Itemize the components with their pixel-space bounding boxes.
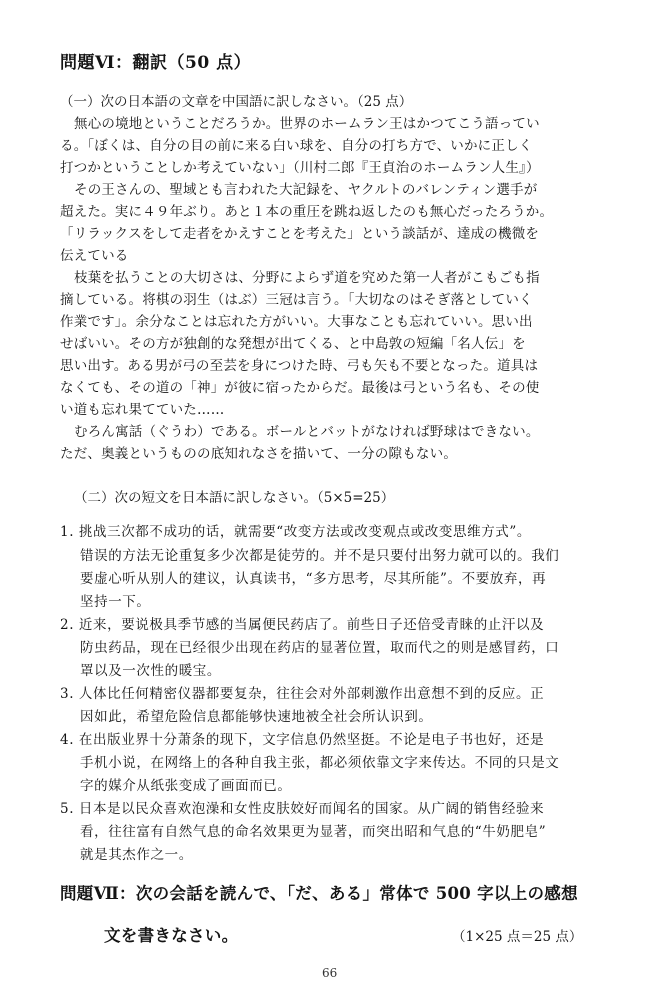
passage-line: 枝葉を払うことの大切さは、分野によらず道を究めた第一人者がこもごも指 <box>74 270 540 286</box>
list-item-line <box>60 682 544 702</box>
passage-line: 思い出す。ある男が弓の至芸を身につけた時、弓も矢も不要となった。道具は <box>60 358 539 374</box>
item-number: 1. <box>60 524 75 540</box>
list-item-line <box>60 613 544 633</box>
item-text: 要虚心听从别人的建议，认真读书，“多方思考，尽其所能”。不要放弃，再 <box>80 571 547 587</box>
item-text: 人体比任何精密仪器都要复杂，往往会对外部刺激作出意想不到的反应。正 <box>78 686 545 702</box>
item-text: 就是其杰作之一。 <box>80 847 193 863</box>
item-number: 3. <box>60 686 75 702</box>
item-text: 看，往往富有自然气息的命名效果更为显著，而突出昭和气息的“牛奶肥皂” <box>80 824 547 840</box>
passage-line: 「リラックスをして走者をかえすことを考えた」という談話が、達成の機微を <box>60 226 540 242</box>
section-7-title-continued: 文を書きなさい。 <box>104 926 239 945</box>
list-item-line <box>60 520 531 540</box>
item-text: 字的媒介从纸张变成了画面而已。 <box>80 778 292 794</box>
section-7-points: （1×25 点＝25 点） <box>452 929 583 945</box>
section-7-title: 問題Ⅶ：次の会話を読んで、「だ、ある」常体で 500 字以上の感想 <box>60 884 578 903</box>
passage-line: 超えた。実に４９年ぶり。あと１本の重圧を跳ね返したのも無心だったろうか。 <box>60 204 554 220</box>
passage-line: むろん寓話（ぐうわ）である。ボールとバットがなければ野球はできない。 <box>74 424 540 440</box>
passage-line: 無心の境地ということだろうか。世界のホームラン王はかつてこう語ってい <box>74 116 540 132</box>
passage-line: 打つかということしか考えていない」（川村二郎『王貞治のホームラン人生』） <box>60 160 540 176</box>
item-number: 4. <box>60 732 75 748</box>
item-text: 因如此，希望危险信息都能够快速地被全社会所认识到。 <box>80 709 433 725</box>
item-text: 防虫药品，现在已经很少出现在药店的显著位置，取而代之的则是感冒药，口 <box>80 640 560 656</box>
passage-line: ただ、奥義というものの底知れなさを描いて、一分の隙もない。 <box>60 446 458 462</box>
item-text: 在出版业界十分萧条的现下，文字信息仍然坚挺。不论是电子书也好，还是 <box>78 732 545 748</box>
item-text: 近来，要说极具季节感的当属便民药店了。前些日子还倍受青睐的止汗以及 <box>78 617 545 633</box>
passage-line: その王さんの、聖域とも言われた大記録を、ヤクルトのバレンティン選手が <box>74 182 538 198</box>
passage-line: い道も忘れ果てていた…… <box>60 402 225 418</box>
passage-line: 作業です」。余分なことは忘れた方がいい。大事なことも忘れていい。思い出 <box>60 314 533 330</box>
item-number: 5. <box>60 801 75 817</box>
item-number: 2. <box>60 617 75 633</box>
page-number: 66 <box>322 966 338 980</box>
item-text: 挑战三次都不成功的话，就需要“改变方法或改变观点或改变思维方式”。 <box>78 524 532 540</box>
item-text: 坚持一下。 <box>80 594 151 610</box>
item-text: 手机小说，在网络上的各种自我主张，都必须依靠文字来传达。不同的只是文 <box>80 755 560 771</box>
passage-line: なくても、その道の「神」が彼に宿ったからだ。最後は弓という名も、その使 <box>60 380 540 396</box>
passage-line: 伝えている <box>60 248 129 264</box>
list-item-line <box>60 797 544 817</box>
part-1-heading: （一）次の日本語の文章を中国語に訳しなさい。（25 点） <box>60 94 413 110</box>
item-text: 日本是以民众喜欢泡澡和女性皮肤姣好而闻名的国家。从广阔的销售经验来 <box>78 801 545 817</box>
list-item-line <box>60 728 544 748</box>
item-text: 罩以及一次性的暖宝。 <box>80 663 221 679</box>
passage-line: 摘している。将棋の羽生（はぶ）三冠は言う。「大切なのはそぎ落としていく <box>60 292 533 308</box>
passage-line: せばいい。その方が独創的な発想が出てくる、と中島敦の短編「名人伝」を <box>60 336 526 352</box>
passage-line: る。「ぼくは、自分の目の前に来る白い球を、自分の打ち方で、いかに正しく <box>60 138 533 154</box>
section-6-title: 問題Ⅵ：翻訳（50 点） <box>60 53 252 73</box>
part-2-heading: （二）次の短文を日本語に訳しなさい。（5×5=25） <box>74 490 395 506</box>
item-text: 错误的方法无论重复多少次都是徒劳的。并不是只要付出努力就可以的。我们 <box>80 548 560 564</box>
